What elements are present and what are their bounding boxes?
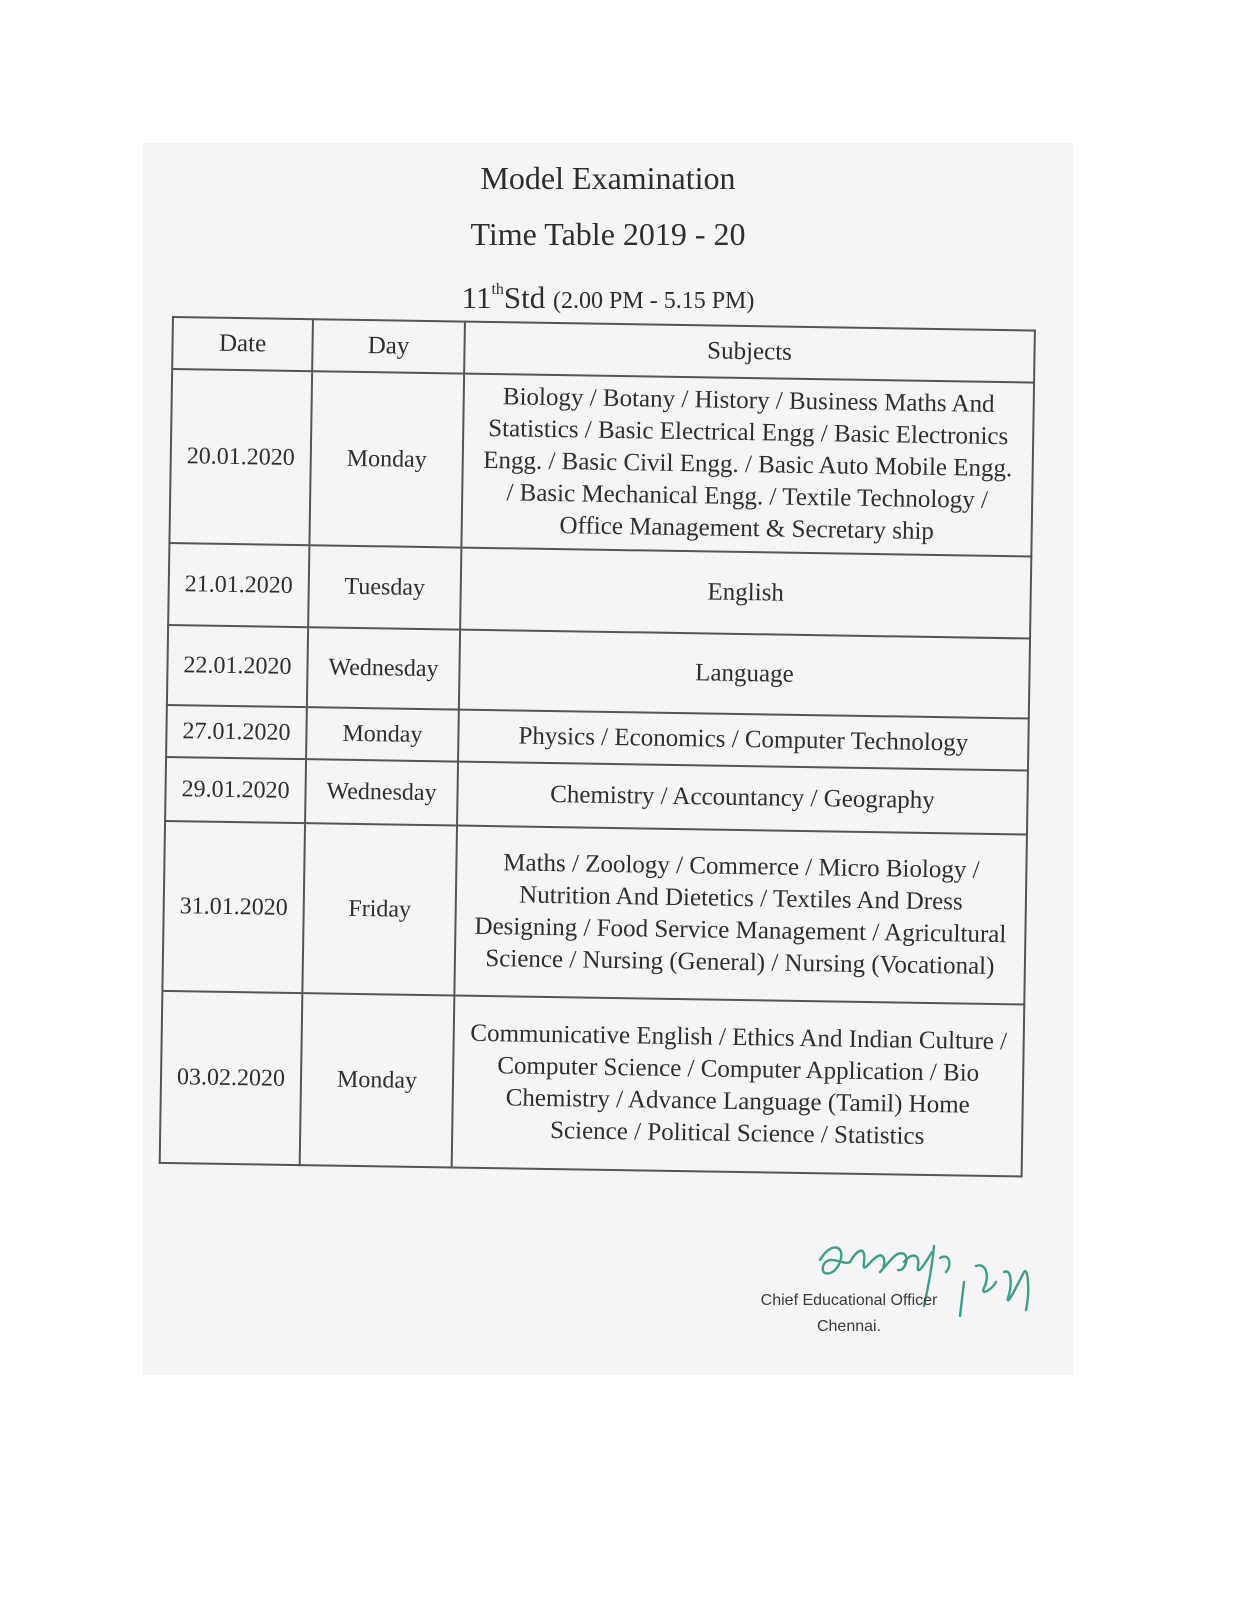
header-subjects: Subjects	[464, 322, 1035, 383]
cell-day: Monday	[300, 993, 455, 1167]
timetable	[159, 316, 1036, 1177]
officer-location: Chennai.	[816, 1318, 882, 1335]
cell-date: 31.01.2020	[162, 821, 305, 993]
header-day: Day	[312, 319, 465, 373]
cell-subjects: Chemistry / Accountancy / Geography	[457, 762, 1028, 835]
cell-subjects: Biology / Botany / History / Business Maths And Statistics / Basic Electrical Engg / Basic Electronics Engg. / Basic Civil Engg. / Basic Auto Mobile Engg. / Basic Mechanical Engg. / Textile Technology / Office Management & Secretary ship	[461, 374, 1034, 557]
table-row	[168, 543, 1031, 639]
officer-caption	[744, 1288, 954, 1340]
cell-day: Tuesday	[308, 545, 461, 629]
cell-date: 29.01.2020	[165, 757, 306, 823]
cell-day: Friday	[302, 823, 457, 995]
cell-day: Monday	[306, 707, 459, 761]
cell-date: 27.01.2020	[166, 705, 307, 759]
exam-time-range: (2.00 PM - 5.15 PM)	[553, 288, 755, 314]
table-row	[162, 821, 1027, 1005]
header-date: Date	[172, 317, 313, 371]
cell-date: 03.02.2020	[160, 991, 303, 1165]
cell-day: Wednesday	[305, 759, 458, 825]
document-header	[143, 150, 1073, 329]
table-row	[169, 369, 1034, 557]
std-number: 11	[461, 280, 492, 315]
cell-subjects: English	[460, 548, 1031, 639]
cell-subjects: Language	[459, 630, 1030, 719]
cell-subjects: Maths / Zoology / Commerce / Micro Biology / Nutrition And Dietetics / Textiles And Dress Designing / Food Service Management / Agricultural Science / Nursing (General) / Nursing (Vocational)	[454, 826, 1027, 1005]
cell-subjects: Communicative English / Ethics And Indian Culture / Computer Science / Computer Application / Bio Chemistry / Advance Language (Tamil) Home Science / Political Science / Statistics	[452, 996, 1025, 1177]
cell-day: Monday	[309, 371, 464, 547]
std-suffix: th	[491, 281, 504, 298]
cell-day: Wednesday	[307, 627, 460, 709]
table-row	[167, 625, 1030, 719]
page-title: Model Examination	[480, 160, 736, 196]
cell-date: 22.01.2020	[167, 625, 308, 707]
std-label: Std	[503, 280, 546, 315]
officer-title: Chief Educational Officer	[760, 1292, 938, 1309]
table-row	[160, 991, 1025, 1177]
page-subtitle: Time Table 2019 - 20	[470, 216, 746, 252]
signature-block	[700, 1232, 1020, 1362]
cell-date: 20.01.2020	[169, 369, 312, 545]
cell-subjects: Physics / Economics / Computer Technology	[458, 710, 1029, 771]
cell-date: 21.01.2020	[168, 543, 309, 627]
